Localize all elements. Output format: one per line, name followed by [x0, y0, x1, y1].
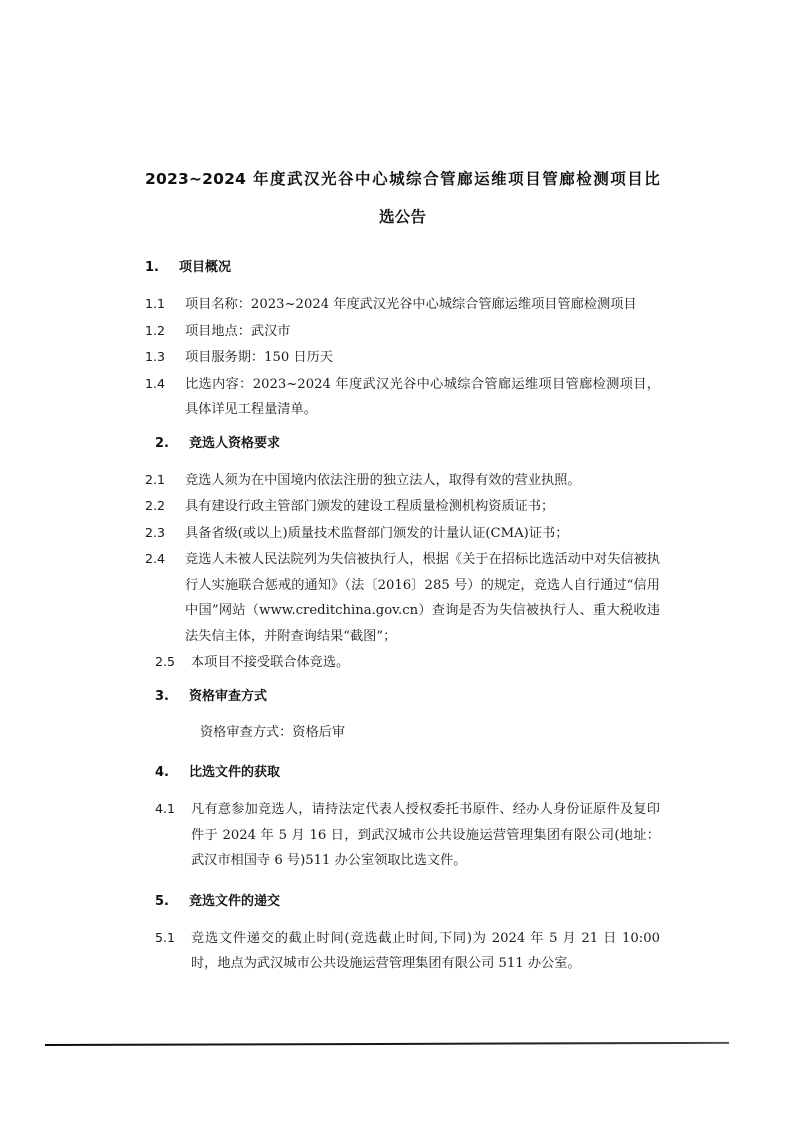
clause-2-3	[145, 520, 660, 547]
clause-2-4	[145, 546, 660, 649]
clause-number: 2.3	[145, 524, 166, 540]
clause-text: 项目地点：武汉市	[185, 323, 291, 339]
clause-1-3	[145, 344, 660, 371]
page-bottom-rule	[45, 1042, 729, 1046]
clause-text: 项目名称：2023~2024 年度武汉光谷中心城综合管廊运维项目管廊检测项目	[185, 297, 637, 312]
section-number-5: 5.	[155, 893, 169, 909]
section-heading-5	[155, 890, 660, 909]
clause-4-1	[155, 796, 660, 874]
section-heading-3	[155, 685, 660, 704]
page-title-line-1: 2023~2024 年度武汉光谷中心城综合管廊运维项目管廊检测项目比	[145, 170, 660, 188]
section-number-1: 1.	[145, 260, 159, 275]
clause-number: 2.1	[145, 471, 166, 487]
section-title-3: 资格审查方式	[189, 688, 268, 704]
section-number-2: 2.	[155, 435, 169, 451]
section-title-5: 竞选文件的递交	[189, 893, 281, 909]
clause-text: 凡有意参加竞选人，请持法定代表人授权委托书原件、经办人身份证原件及复印件于 2024 年 5 月 16 日，到武汉城市公共设施运营管理集团有限公司(地址：武汉市相国寺 6 号)511 办公室领取比选文件。	[191, 802, 660, 868]
document-content	[145, 160, 660, 977]
clause-1-4	[145, 371, 660, 423]
clause-number: 5.1	[155, 929, 176, 945]
clause-2-1	[145, 467, 660, 494]
section-heading-2	[155, 432, 660, 451]
clause-number: 1.2	[145, 322, 166, 338]
clause-number: 1.3	[145, 349, 166, 364]
clause-1-2	[145, 318, 660, 345]
clause-number: 2.2	[145, 498, 166, 513]
clause-number: 1.1	[145, 296, 166, 311]
section-title-2: 竞选人资格要求	[189, 435, 281, 451]
clause-5-1	[155, 925, 660, 977]
clause-text: 项目服务期：150 日历天	[185, 350, 334, 365]
clause-number: 2.5	[155, 654, 176, 669]
clause-2-5	[155, 649, 660, 676]
section-title-4: 比选文件的获取	[189, 765, 281, 780]
page-title	[145, 160, 660, 236]
page-title-line-2: 选公告	[378, 208, 427, 226]
clause-1-1	[145, 291, 660, 318]
clause-number: 4.1	[155, 801, 176, 816]
clause-text: 竞选人未被人民法院列为失信被执行人，根据《关于在招标比选活动中对失信被执行人实施联合惩戒的通知》（法〔2016〕285 号）的规定，竞选人自行通过“信用中国”网站（www.creditchina.gov.cn）查询是否为失信被执行人、重大税收违法失信主体，并附查询结果“截图”；	[185, 552, 660, 644]
section-title-1: 项目概况	[179, 260, 232, 275]
clause-number: 1.4	[145, 375, 166, 391]
section-heading-1	[145, 256, 660, 275]
section-number-3: 3.	[155, 688, 169, 704]
clause-text: 比选内容：2023~2024 年度武汉光谷中心城综合管廊运维项目管廊检测项目，具体详见工程量清单。	[185, 376, 660, 417]
clause-2-2	[145, 493, 660, 520]
clause-text: 竞选人须为在中国境内依法注册的独立法人，取得有效的营业执照。	[185, 472, 581, 488]
section-heading-4	[155, 761, 660, 780]
clause-text: 本项目不接受联合体竞选。	[191, 655, 350, 670]
clause-text: 具有建设行政主管部门颁发的建设工程质量检测机构资质证书；	[185, 499, 555, 514]
clause-number: 2.4	[145, 551, 166, 566]
section-number-4: 4.	[155, 765, 169, 780]
clause-text: 具备省级(或以上)质量技术监督部门颁发的计量认证(CMA)证书；	[185, 525, 569, 541]
section-3-paragraph: 资格审查方式：资格后审	[200, 724, 346, 740]
clause-text: 竞选文件递交的截止时间(竞选截止时间,下同)为 2024 年 5 月 21 日 10:00 时，地点为武汉城市公共设施运营管理集团有限公司 511 办公室。	[191, 930, 660, 971]
